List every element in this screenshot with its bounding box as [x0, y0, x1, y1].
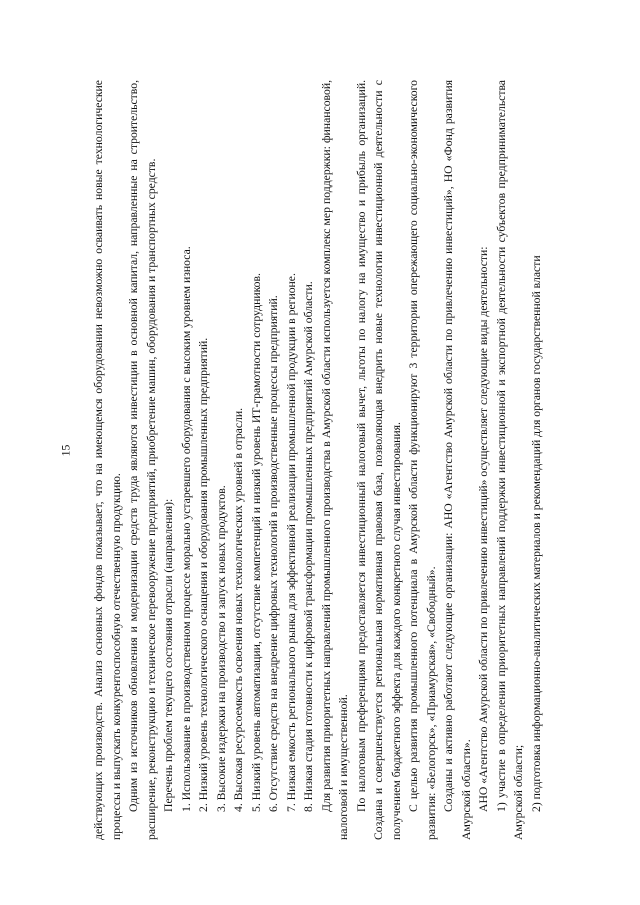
paragraph: По налоговым преференциям предоставляется инвестиционный налоговый вычет, льготы по налогу на имущество и прибыль организаций. Создана и совершенствуется региональная нормативная правовая база, позволяющая внедрить новые технологии инвестиционной деятельности с получением бюджетного эффекта для каждого конкретного случая инвестирования.	[354, 80, 403, 840]
paragraph: Созданы и активно работают следующие организации: АНО «Агентство Амурской области по привлечению инвестиций», НО «Фонд развития Амурской области».	[442, 80, 473, 840]
paragraph: Перечень проблем текущего состояния отрасли (направления):	[162, 498, 175, 812]
paragraph: 5. Низкий уровень автоматизации, отсутствие компетенций и низкий уровень ИТ-грамотности сотрудников.	[249, 273, 263, 812]
paragraph: 2. Низкий уровень технологического оснащения и оборудования промышленных предприятий.	[197, 337, 210, 812]
paragraph: 7. Низкая емкость регионального рынка для эффективной реализации промышленной продукции в регионе.	[284, 273, 298, 812]
paragraph: действующих производств. Анализ основных фондов показывает, что на имеющемся оборудовании невозможно осваивать новые технологические процессы и выпускать конкурентоспособную отечественную продукцию.	[92, 80, 123, 840]
paragraph: 6. Отсутствие средств на внедрение цифровых технологий в производственные процессы предприятий.	[267, 295, 280, 812]
paragraph: С целью развития промышленного потенциала в Амурской области функционируют 3 территории опережающего социально-экономического развития: «Белогорск», «Приамурская», «Свободный».	[407, 80, 438, 840]
paragraph: Одним из источников обновления и модернизации средств труда являются инвестиции в основной капитал, направленные на строительство, расширение, реконструкцию и техническое перевооружение предприятий, приобретение машин, оборудования и транспортных средств.	[127, 80, 158, 840]
document-body	[90, 80, 560, 840]
paragraph: Для развития приоритетных направлений промышленного производства в Амурской области используется комплекс мер поддержки: финансовой, налоговой и имущественной.	[319, 80, 350, 840]
paragraph: 1. Использование в производственном процессе морально устаревшего оборудования с высоким уровнем износа.	[179, 246, 193, 812]
paragraph: 2) подготовка информационно-аналитических материалов и рекомендаций для органов государственной власти	[529, 255, 543, 812]
page-number: 15	[59, 444, 73, 457]
paragraph: 8. Низкая стадия готовности к цифровой трансформации промышленных предприятий Амурской области.	[302, 281, 315, 812]
paragraph: АНО «Агентство Амурской области по привлечению инвестиций» осуществляет следующие виды деятельности:	[477, 246, 490, 812]
paragraph: 4. Высокая ресурсоемкость освоения новых технологических уровней в отрасли.	[232, 407, 245, 812]
paragraph: 1) участие в определении приоритетных направлений поддержки инвестиционной и экспортной деятельности субъектов предпринимательства Амурской области;	[494, 80, 525, 840]
paragraph: 3. Высокие издержки на производство и запуск новых продуктов.	[214, 485, 228, 812]
